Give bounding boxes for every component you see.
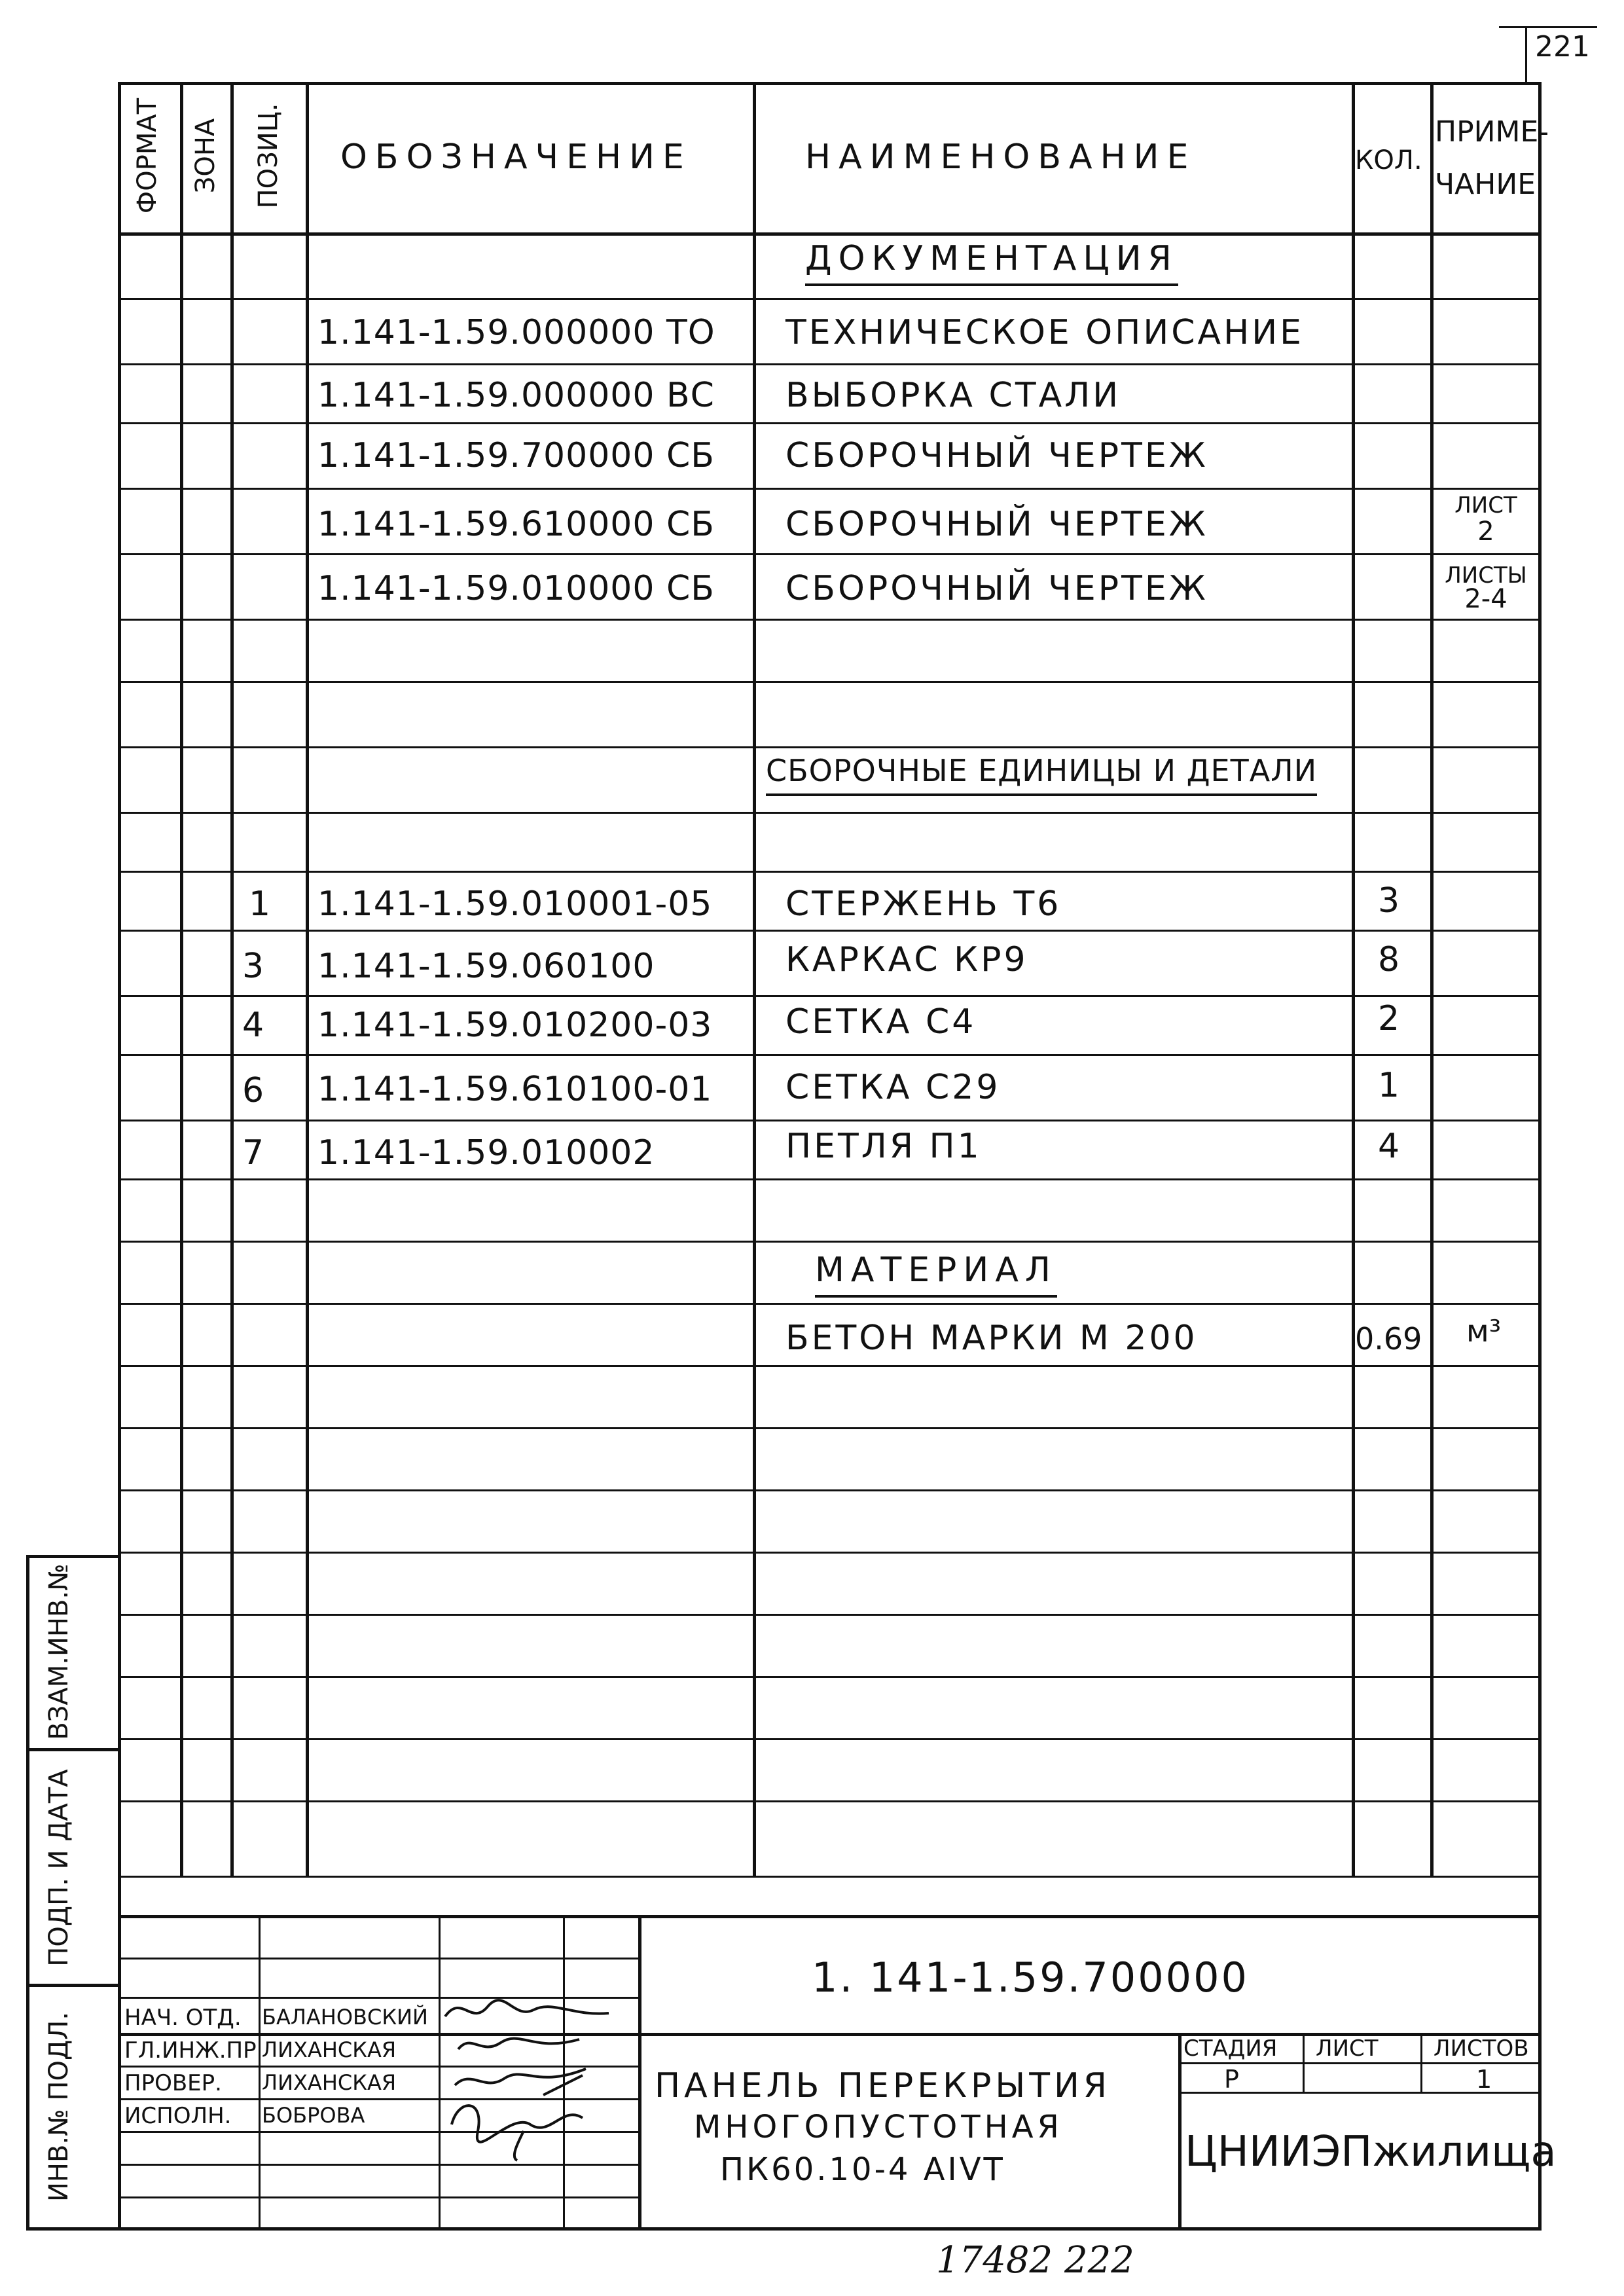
part-position: 6 [242, 1071, 264, 1110]
part-designation: 1.141-1.59.610100-01 [317, 1070, 713, 1109]
part-name: СТЕРЖЕНЬ Т6 [785, 884, 1062, 924]
part-designation: 1.141-1.59.010002 [317, 1133, 655, 1173]
header-name: НАИМЕНОВАНИЕ [805, 137, 1197, 177]
part-position: 3 [242, 947, 264, 986]
replacement-inv-label: ВЗАМ.ИНВ.№ [44, 1563, 74, 1740]
section-assemblies: СБОРОЧНЫЕ ЕДИНИЦЫ И ДЕТАЛИ [766, 753, 1317, 796]
signature-icon [455, 2030, 586, 2062]
doc-designation: 1.141-1.59.000000 ВС [317, 376, 715, 415]
section-documentation: ДОКУМЕНТАЦИЯ [805, 239, 1178, 286]
section-material: МАТЕРИАЛ [815, 1250, 1057, 1298]
doc-note-line2: 2-4 [1464, 584, 1507, 614]
doc-note-line2: 2 [1477, 517, 1494, 547]
part-position: 7 [242, 1133, 264, 1173]
signature-icon [445, 2092, 589, 2164]
part-qty: 8 [1378, 940, 1400, 979]
header-format: ФОРМАТ [132, 98, 162, 214]
part-qty: 1 [1378, 1066, 1400, 1105]
doc-designation: 1.141-1.59.700000 СБ [317, 436, 715, 475]
title-line2: МНОГОПУСТОТНАЯ [694, 2109, 1063, 2145]
person-name: БОБРОВА [262, 2103, 365, 2128]
person-name: БАЛАНОВСКИЙ [262, 2005, 428, 2030]
header-position: ПОЗИЦ. [253, 103, 283, 209]
doc-designation: 1.141-1.59.000000 ТО [317, 313, 715, 352]
title-line3: ПК60.10-4 АIVТ [720, 2151, 1005, 2188]
part-name: СЕТКА С4 [785, 1002, 977, 1042]
doc-note-line1: ЛИСТЫ [1445, 562, 1527, 589]
title-line1: ПАНЕЛЬ ПЕРЕКРЫТИЯ [655, 2066, 1111, 2105]
part-designation: 1.141-1.59.010001-05 [317, 884, 713, 924]
part-position: 4 [242, 1006, 264, 1045]
stage-value: Р [1224, 2065, 1239, 2094]
part-designation: 1.141-1.59.010200-03 [317, 1006, 713, 1045]
material-name: БЕТОН МАРКИ М 200 [785, 1319, 1198, 1358]
role-label: ПРОВЕР. [124, 2070, 222, 2096]
role-label: ИСПОЛН. [124, 2103, 232, 2129]
person-name: ЛИХАНСКАЯ [262, 2070, 397, 2095]
role-label: НАЧ. ОТД. [124, 2005, 242, 2031]
document-number: 1. 141-1.59.700000 [812, 1954, 1250, 2001]
part-name: СЕТКА С29 [785, 1068, 1001, 1107]
doc-name: ТЕХНИЧЕСКОЕ ОПИСАНИЕ [785, 313, 1304, 352]
header-designation: ОБОЗНАЧЕНИЕ [340, 137, 692, 177]
doc-name: СБОРОЧНЫЙ ЧЕРТЕЖ [785, 505, 1208, 544]
doc-name: ВЫБОРКА СТАЛИ [785, 376, 1121, 415]
part-qty: 2 [1378, 999, 1400, 1038]
person-name: ЛИХАНСКАЯ [262, 2037, 397, 2062]
sheets-value: 1 [1476, 2065, 1492, 2094]
material-qty: 0.69 [1355, 1321, 1422, 1357]
doc-name: СБОРОЧНЫЙ ЧЕРТЕЖ [785, 436, 1208, 475]
header-note-line2: ЧАНИЕ [1435, 168, 1536, 201]
header-qty: КОЛ. [1355, 145, 1422, 175]
signature-icon [442, 1990, 612, 2030]
material-unit: м³ [1466, 1313, 1502, 1349]
organization-name: ЦНИИЭПжилища [1185, 2128, 1557, 2176]
header-zone: ЗОНА [190, 118, 221, 194]
part-designation: 1.141-1.59.060100 [317, 947, 655, 986]
original-inv-label: ИНВ.№ ПОДЛ. [44, 2011, 74, 2202]
part-position: 1 [249, 884, 271, 924]
part-qty: 4 [1378, 1127, 1400, 1166]
page-number: 221 [1535, 30, 1590, 64]
doc-designation: 1.141-1.59.010000 СБ [317, 569, 715, 608]
stage-label: СТАДИЯ [1183, 2035, 1278, 2062]
doc-name: СБОРОЧНЫЙ ЧЕРТЕЖ [785, 569, 1208, 608]
doc-note-line1: ЛИСТ [1454, 492, 1517, 519]
footer-handwritten-number: 17482 222 [936, 2239, 1134, 2282]
part-qty: 3 [1378, 881, 1400, 920]
part-name: ПЕТЛЯ П1 [785, 1127, 982, 1166]
sign-date-label: ПОДП. И ДАТА [44, 1769, 74, 1967]
doc-designation: 1.141-1.59.610000 СБ [317, 505, 715, 544]
part-name: КАРКАС КР9 [785, 940, 1028, 979]
sheets-label: ЛИСТОВ [1434, 2035, 1529, 2062]
header-note-line1: ПРИМЕ- [1435, 115, 1549, 149]
role-label: ГЛ.ИНЖ.ПР [124, 2037, 257, 2064]
sheet-label: ЛИСТ [1316, 2035, 1379, 2062]
